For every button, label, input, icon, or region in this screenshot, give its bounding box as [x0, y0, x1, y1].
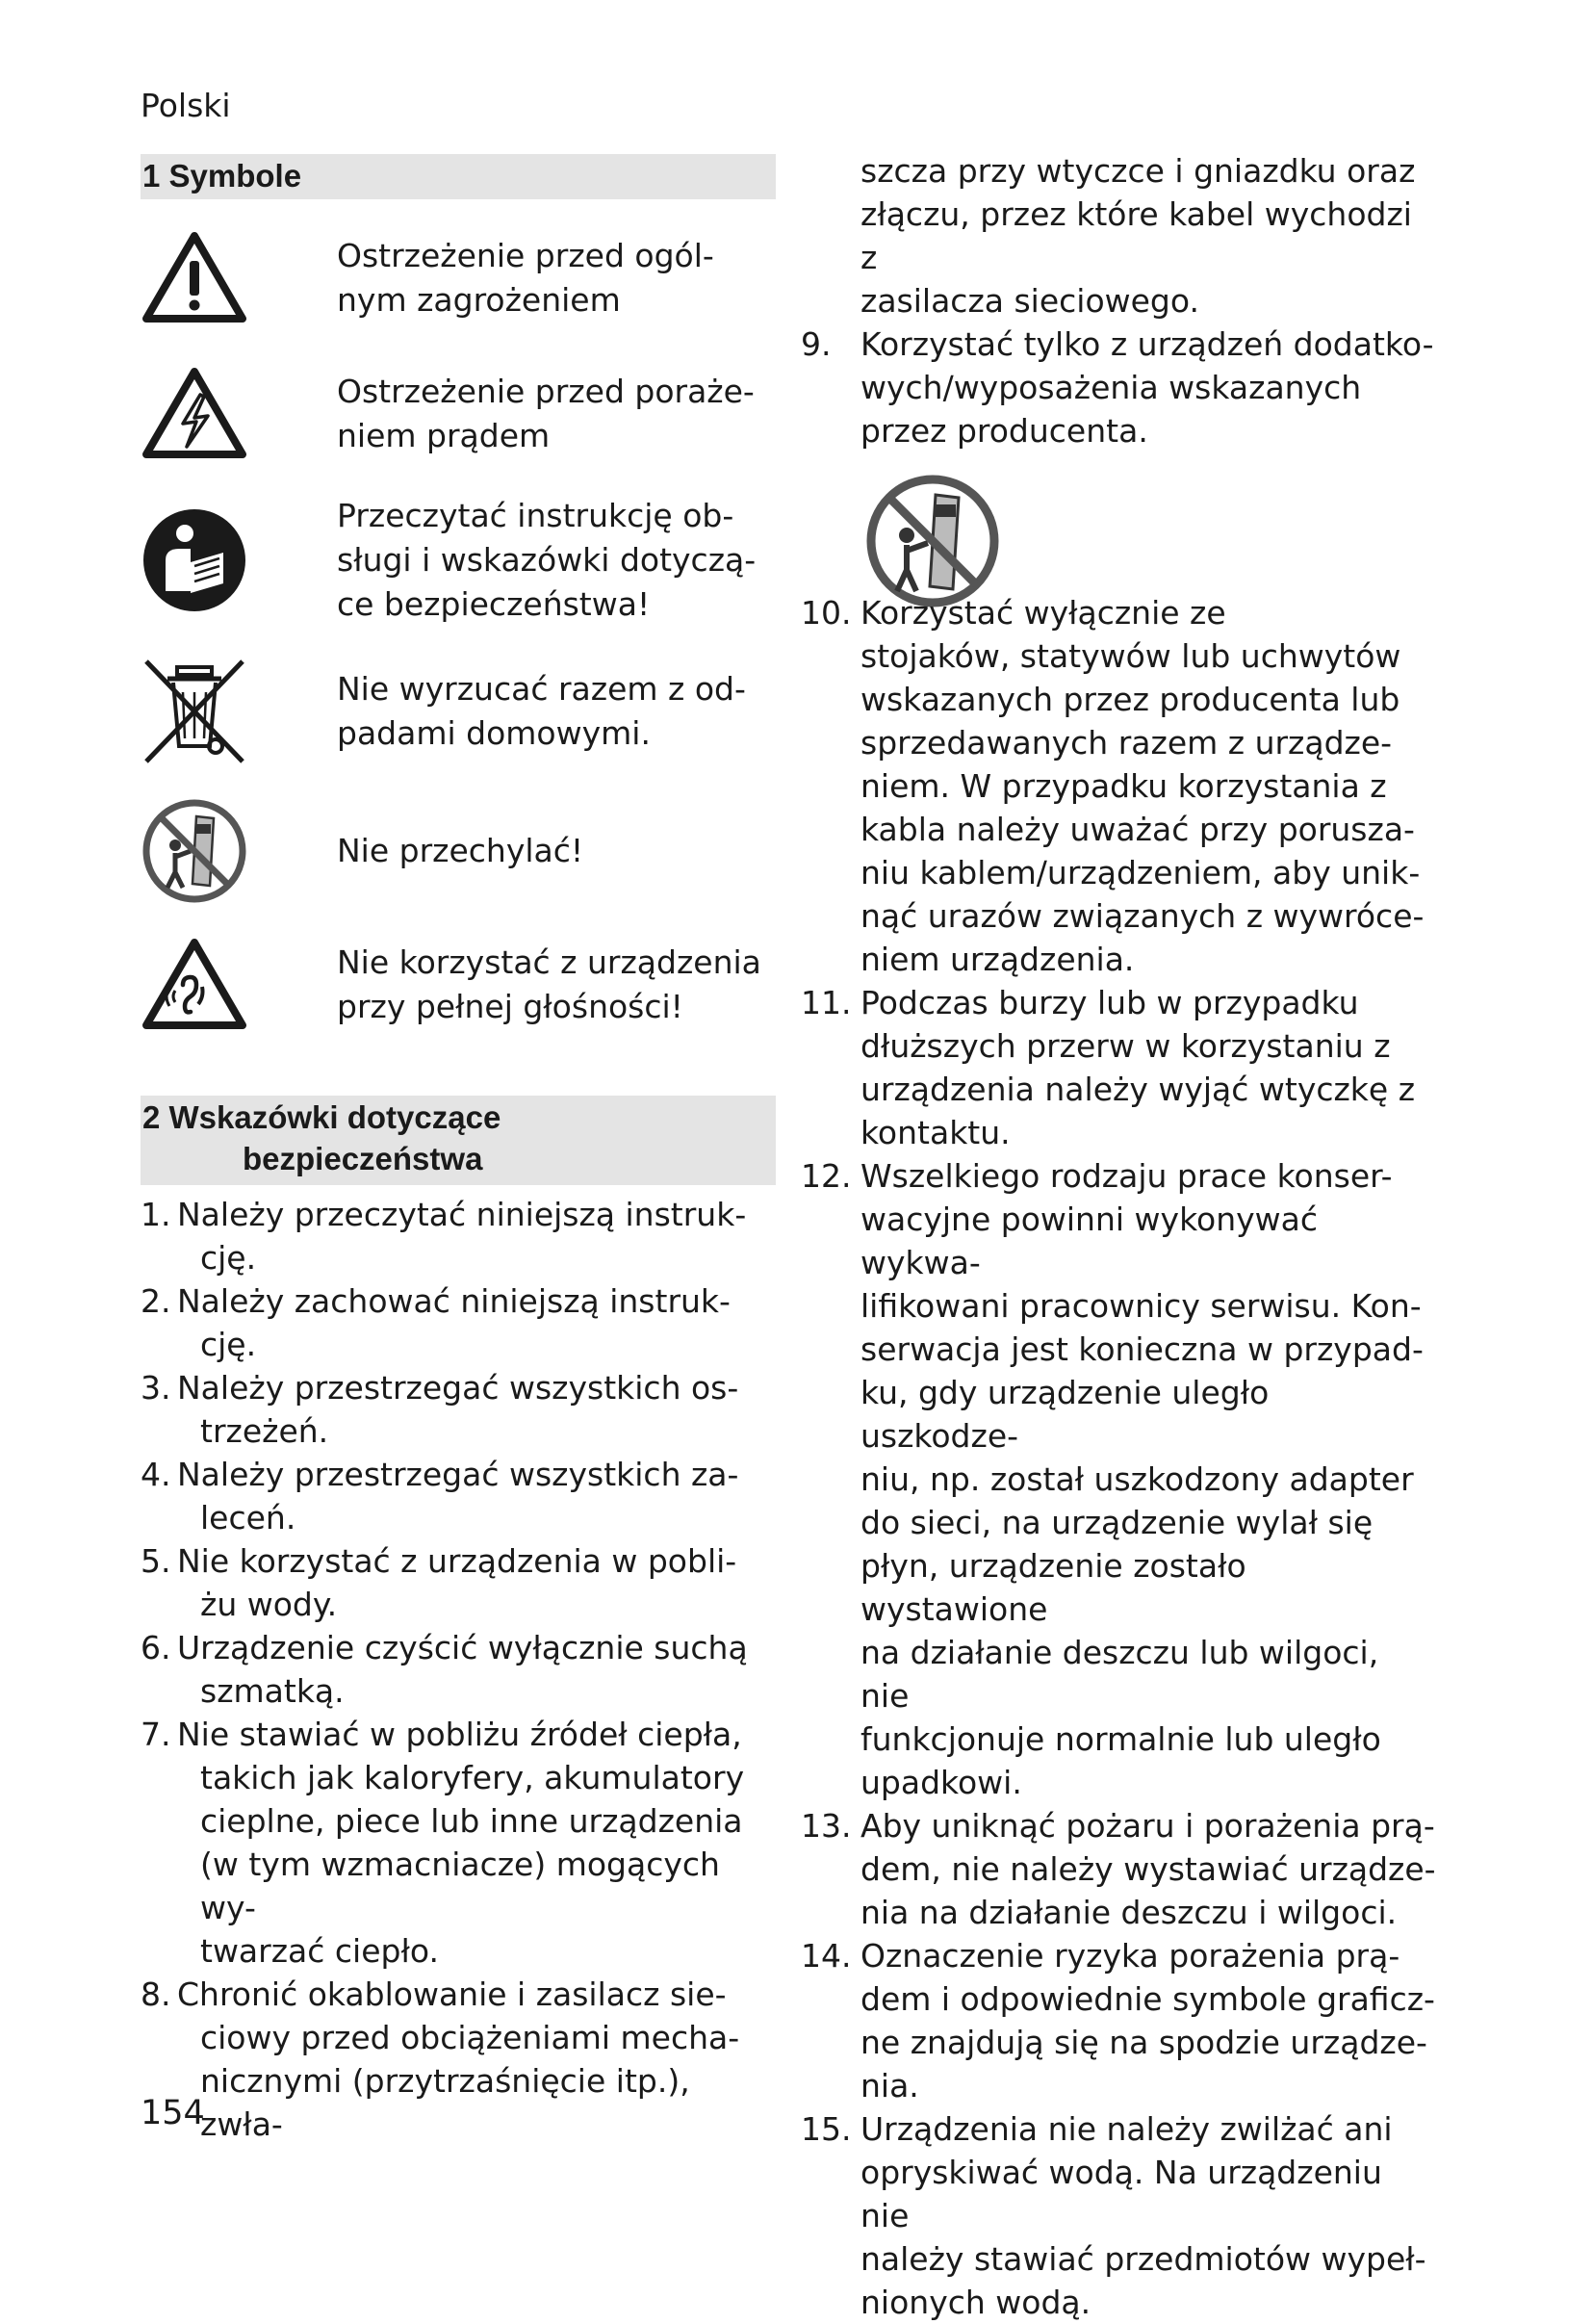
- page-number: 154: [141, 2094, 205, 2132]
- read-manual-icon: [141, 498, 268, 623]
- symbol-text: Ostrzeżenie przed poraże- niem prądem: [337, 373, 755, 454]
- item-number: 3.: [141, 1369, 171, 1407]
- page-language-label: Polski: [141, 87, 231, 124]
- right-column: [801, 149, 1436, 2324]
- symbol-text: Ostrzeżenie przed ogól- nym zagrożeniem: [337, 237, 714, 319]
- item-number: 4.: [141, 1456, 171, 1493]
- symbol-row: [141, 488, 776, 633]
- safety-list-right-continued: [801, 591, 1436, 2324]
- item-text: Chronić okablowanie i zasilacz sie-: [177, 1975, 727, 2013]
- general-warning-icon: [141, 216, 268, 341]
- symbol-description: [337, 370, 755, 458]
- symbol-text: Nie korzystać z urządzenia przy pełnej głośności!: [337, 943, 761, 1025]
- symbol-description: [337, 829, 583, 873]
- item-number: 15.: [801, 2110, 852, 2148]
- item-text: cję.: [200, 1239, 257, 1277]
- section-2-heading-line2: bezpieczeństwa: [243, 1141, 483, 1176]
- item-text: Należy przestrzegać wszystkich os-: [177, 1369, 739, 1407]
- symbol-text: Przeczytać instrukcję ob- sługi i wskazówki dotyczą- ce bezpieczeństwa!: [337, 497, 757, 623]
- item-number: 5.: [141, 1542, 171, 1580]
- item-number: 6.: [141, 1629, 171, 1666]
- section-2-heading: [141, 1096, 776, 1185]
- list-item: [801, 323, 1436, 452]
- item-text: takich jak kaloryfery, akumulatory cieplne, piece lub inne urządzenia (w tym wzmacniacze) mogących wy- twarzać ciepło.: [200, 1759, 745, 1970]
- symbol-list: [141, 217, 776, 1046]
- item-text: Nie stawiać w pobliżu źródeł ciepła,: [177, 1716, 742, 1753]
- item-text: Nie korzystać z urządzenia w pobli-: [177, 1542, 737, 1580]
- crossed-bin-icon: [141, 649, 268, 774]
- symbol-description: [337, 941, 761, 1029]
- section-2-heading-line1: 2 Wskazówki dotyczące: [142, 1099, 501, 1135]
- symbol-description: [337, 667, 746, 756]
- symbol-row: [141, 790, 776, 912]
- list-item: [801, 1154, 1436, 1804]
- electric-shock-warning-icon: [141, 351, 268, 477]
- hearing-damage-icon: [141, 922, 268, 1047]
- list-item: [141, 1713, 776, 1973]
- item-number: 14.: [801, 1937, 852, 1975]
- symbol-description: [337, 494, 756, 627]
- list-item: [141, 1453, 776, 1539]
- symbol-row: [141, 645, 776, 778]
- item-text: Wszelkiego rodzaju prace konser- wacyjne powinni wykonywać wykwa- lifikowani pracownicy serwisu. Kon- serwacja jest konieczna w przypad- ku, gdy urządzenie uległo uszkodze- niu, np. został uszkodzony adapter do sieci, na urządzenie wylał się płyn, urządzenie zostało wystawione na działanie deszczu lub wilgoci, nie funkcjonuje normalnie lub uległo upadkowi.: [860, 1157, 1424, 1801]
- item-number: 7.: [141, 1716, 171, 1753]
- list-item: [141, 1193, 776, 1279]
- item-text: Aby uniknąć pożaru i porażenia prą- dem, nie należy wystawiać urządze- nia na działanie deszczu i wilgoci.: [860, 1807, 1436, 1931]
- item-text: ciowy przed obciążeniami mecha- nicznymi (przytrzaśnięcie itp.), zwła-: [200, 2019, 740, 2143]
- item-text: Korzystać tylko z urządzeń dodatko- wych/wyposażenia wskazanych przez producenta.: [860, 325, 1434, 450]
- item-number: 2.: [141, 1282, 171, 1320]
- safety-list-left: [141, 1193, 776, 2146]
- list-item: [141, 1279, 776, 1366]
- item-text: szmatką.: [200, 1672, 345, 1710]
- symbol-row: [141, 352, 776, 476]
- item-text: Urządzenia nie należy zwilżać ani opryskiwać wodą. Na urządzeniu nie należy stawiać przedmiotów wypeł- nionych wodą.: [860, 2110, 1426, 2321]
- item-text: Podczas burzy lub w przypadku dłuższych przerw w korzystaniu z urządzenia należy wyjąć wtyczkę z kontaktu.: [860, 984, 1416, 1151]
- symbol-text: Nie wyrzucać razem z od- padami domowymi.: [337, 670, 746, 752]
- item-text: trzeżeń.: [200, 1412, 329, 1450]
- list-item: [141, 1973, 776, 2146]
- item-text: Korzystać wyłącznie ze stojaków, statywów lub uchwytów wskazanych przez producenta lub sprzedawanych razem z urządze- niem. W przypadku korzystania z kabla należy uważać przy porusza- niu kablem/urządzeniem, aby unik- nąć urazów związanych z wywróce- niem urządzenia.: [860, 594, 1425, 978]
- item-number: 1.: [141, 1196, 171, 1233]
- item-text: Należy przeczytać niniejszą instruk-: [177, 1196, 747, 1233]
- item-text: Należy przestrzegać wszystkich za-: [177, 1456, 739, 1493]
- symbol-row: [141, 217, 776, 340]
- section-1-heading: 1 Symbole: [141, 154, 776, 199]
- list-item: [801, 1934, 1436, 2107]
- item-number: 9.: [801, 325, 832, 363]
- left-column: [141, 154, 776, 2146]
- list-item: [801, 591, 1436, 981]
- item-text: Należy zachować niniejszą instruk-: [177, 1282, 731, 1320]
- symbol-description: [337, 234, 714, 323]
- item-text: cję.: [200, 1326, 257, 1363]
- symbol-text: Nie przechylać!: [337, 832, 584, 869]
- list-item: [801, 1804, 1436, 1934]
- item-8-continuation: szcza przy wtyczce i gniazdku oraz złączu, przez które kabel wychodzi z zasilacza sieciowego.: [860, 152, 1416, 320]
- do-not-tilt-icon: [141, 788, 268, 914]
- safety-list-right: [801, 323, 1436, 452]
- item-text: Urządzenie czyścić wyłącznie suchą: [177, 1629, 748, 1666]
- item-text: żu wody.: [200, 1586, 338, 1623]
- list-item: [801, 2107, 1436, 2324]
- symbol-row: [141, 924, 776, 1046]
- item-number: 12.: [801, 1157, 852, 1195]
- item-number: 8.: [141, 1975, 171, 2013]
- list-item: [141, 1366, 776, 1453]
- list-item: [141, 1626, 776, 1713]
- item-number: 11.: [801, 984, 852, 1021]
- item-text: leceń.: [200, 1499, 296, 1536]
- item-number: 10.: [801, 594, 852, 632]
- list-item: [141, 1539, 776, 1626]
- item-text: Oznaczenie ryzyka porażenia prą- dem i odpowiednie symbole graficz- ne znajdują się na spodzie urządze- nia.: [860, 1937, 1435, 2105]
- item-number: 13.: [801, 1807, 852, 1845]
- list-item: [801, 981, 1436, 1154]
